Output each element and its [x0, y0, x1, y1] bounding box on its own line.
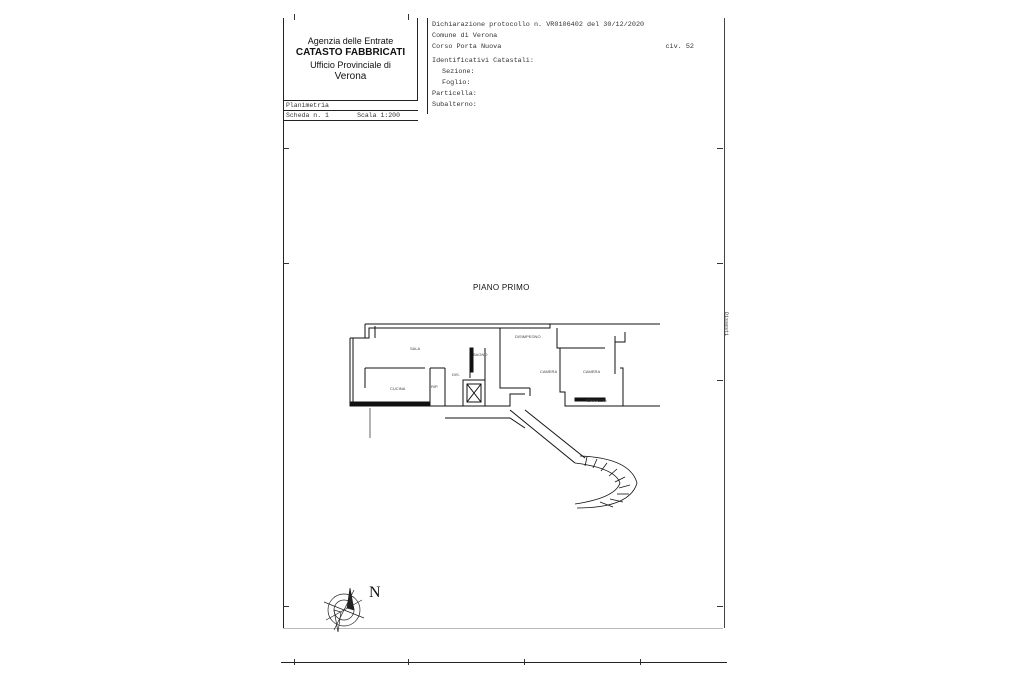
- particella-label: Particella:: [432, 90, 477, 98]
- address-row: [432, 42, 724, 53]
- north-label: N: [369, 584, 381, 601]
- tick-mark: [294, 14, 295, 20]
- wall: [557, 328, 605, 348]
- tick-mark: [717, 380, 723, 381]
- office-city: Verona: [334, 71, 367, 82]
- office-header: [284, 18, 418, 100]
- scala-label: Scala 1:200: [357, 112, 400, 119]
- address-line: Corso Porta Nuova: [432, 43, 502, 51]
- catastali-title: Identificativi Catastali:: [432, 57, 534, 65]
- room-label: CUCINA: [390, 386, 406, 391]
- registry-name: CATASTO FABBRICATI: [295, 47, 406, 58]
- frame-bottom-line: [281, 662, 727, 663]
- comune-line: Comune di Verona: [432, 32, 498, 40]
- tick-mark: [717, 606, 723, 607]
- room-label: CAMERA: [583, 369, 601, 374]
- scheda-label: Scheda n. 1: [286, 112, 329, 119]
- room-label: DISIMPEGNO: [515, 334, 541, 339]
- wall: [445, 418, 525, 428]
- sezione-label: Sezione:: [442, 68, 475, 76]
- room-label: SALA: [410, 346, 421, 351]
- wall: [615, 332, 625, 342]
- header-divider: [427, 18, 428, 114]
- office-name: Agenzia delle Entrate: [307, 36, 394, 46]
- planimetria-row: [284, 100, 418, 111]
- stair-ramp: [525, 410, 585, 458]
- room-label: BAGNO: [473, 352, 488, 357]
- room-label: TERRAZZO: [585, 398, 607, 403]
- declaration-info: [432, 20, 724, 111]
- sheet-meta: [284, 100, 418, 121]
- tick-mark: [717, 148, 723, 149]
- compass-rose: [320, 586, 368, 634]
- stair-ramp: [510, 410, 575, 463]
- room-label: DIS.: [452, 372, 460, 377]
- foglio-label: Foglio:: [442, 79, 471, 87]
- tick-mark: [283, 148, 289, 149]
- tick-mark: [408, 14, 409, 20]
- room-label: CAMERA: [540, 369, 558, 374]
- tick-mark: [283, 263, 289, 264]
- scheda-row: [284, 111, 418, 121]
- subalterno-label: Subalterno:: [432, 101, 477, 109]
- room-label: RIP.: [431, 384, 439, 389]
- side-label: Dissesti: [723, 312, 729, 337]
- office-subtitle: Ufficio Provinciale di: [310, 60, 391, 70]
- wall: [350, 402, 430, 406]
- spiral-stair: [575, 456, 637, 508]
- compass-axis: [326, 600, 362, 620]
- plan-title: PIANO PRIMO: [473, 283, 530, 292]
- tick-mark: [283, 606, 289, 607]
- floor-plan: [345, 318, 665, 510]
- protocol-line: Dichiarazione protocollo n. VR0106402 del 30/12/2020: [432, 21, 645, 29]
- civic-number: civ. 52: [665, 43, 694, 51]
- planimetria-label: Planimetria: [286, 102, 329, 109]
- tick-mark: [717, 263, 723, 264]
